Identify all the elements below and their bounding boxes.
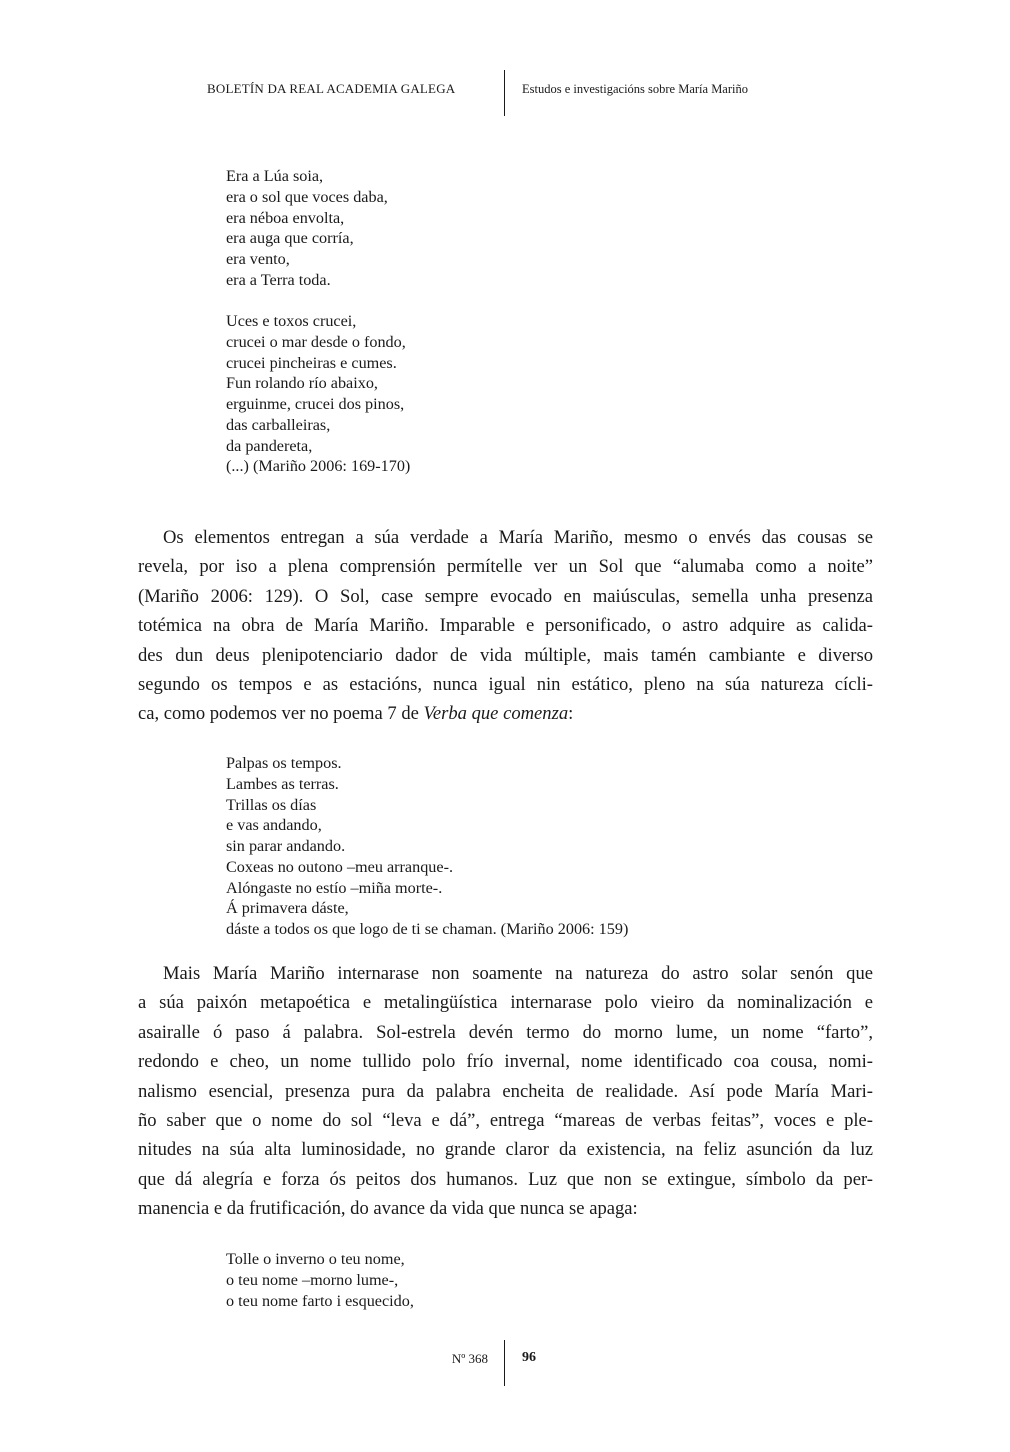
- paragraph-line: Mais María Mariño internarase non soamente na natureza do astro solar senón que: [163, 963, 873, 984]
- body-paragraph-1: [138, 523, 873, 729]
- header-divider: [504, 70, 505, 116]
- poem-line: das carballeiras,: [226, 415, 331, 434]
- issue-number: Nº 368: [451, 1351, 488, 1366]
- poem-line: e vas andando,: [226, 816, 322, 835]
- paragraph-line: (Mariño 2006: 129). O Sol, case sempre evocado en maiúsculas, semella unha presenza: [138, 585, 873, 607]
- poem-line: Alóngaste no estío –miña morte-.: [226, 878, 443, 897]
- paragraph-line: nalismo esencial, presenza pura da palabra encheita de realidade. Así pode María Mari-: [138, 1080, 873, 1102]
- poem-line: Lambes as terras.: [226, 774, 339, 793]
- poem-line: Coxeas no outono –meu arranque-.: [226, 857, 454, 876]
- poem-citation-line: (...) (Mariño 2006: 169-170): [226, 457, 411, 476]
- running-header-section: Estudos e investigacións sobre María Mariño: [522, 82, 748, 96]
- poem-quote-1-stanza-2: [226, 311, 410, 477]
- page-number: 96: [522, 1350, 536, 1365]
- poem-line: era auga que corría,: [226, 229, 354, 248]
- poem-line: era néboa envolta,: [226, 208, 345, 227]
- footer-divider: [504, 1340, 505, 1386]
- poem-line: era a Terra toda.: [226, 270, 331, 289]
- poem-quote-3: [226, 1249, 414, 1311]
- paragraph-line: totémica na obra de María Mariño. Imparable e personificado, o astro adquire as calida-: [138, 615, 873, 637]
- poem-line: era vento,: [226, 250, 290, 268]
- poem-line: o teu nome farto i esquecido,: [226, 1291, 414, 1310]
- paragraph-line: ño saber que o nome do sol “leva e dá”, entrega “mareas de verbas feitas”, voces e ple-: [138, 1109, 873, 1131]
- poem-line: o teu nome –morno lume-,: [226, 1270, 399, 1289]
- running-header-journal: BOLETÍN DA REAL ACADEMIA GALEGA: [207, 81, 456, 96]
- poem-line: Uces e toxos crucei,: [226, 312, 357, 330]
- poem-line: Fun rolando río abaixo,: [226, 374, 378, 393]
- paragraph-line: a súa paixón metapoética e metalingüística internarase polo vieiro da nominalización e: [138, 992, 873, 1014]
- paragraph-line: ca, como podemos ver no poema 7 de Verba que comenza:: [138, 703, 574, 725]
- paragraph-line: manencia e da frutificación, do avance da vida que nunca se apaga:: [138, 1198, 638, 1220]
- poem-quote-2: [226, 753, 628, 940]
- poem-line: Palpas os tempos.: [226, 754, 342, 772]
- paragraph-line: revela, por iso a plena comprensión permítelle ver un Sol que “alumaba como a noite”: [138, 556, 873, 578]
- poem-line: erguinme, crucei dos pinos,: [226, 395, 405, 413]
- body-paragraph-2: [138, 959, 873, 1224]
- poem-line: crucei pincheiras e cumes.: [226, 353, 397, 372]
- poem-line: era o sol que voces daba,: [226, 187, 388, 206]
- poem-quote-1-stanza-1: [226, 166, 388, 291]
- poem-line: Trillas os días: [226, 795, 317, 814]
- paragraph-line: Os elementos entregan a súa verdade a María Mariño, mesmo o envés das cousas se: [163, 527, 873, 548]
- poem-citation-line: dáste a todos os que logo de ti se chaman. (Mariño 2006: 159): [226, 920, 629, 938]
- poem-line: Tolle o inverno o teu nome,: [226, 1250, 405, 1268]
- poem-line: da pandereta,: [226, 436, 313, 455]
- poem-line: Era a Lúa soia,: [226, 167, 324, 185]
- paragraph-line: des dun deus plenipotenciario dador de vida múltiple, mais tamén cambiante e diverso: [138, 644, 873, 666]
- poem-line: crucei o mar desde o fondo,: [226, 332, 406, 351]
- poem-line: sin parar andando.: [226, 837, 346, 855]
- paragraph-line: nitudes na súa alta luminosidade, no grande claror da existencia, na feliz asunción da luz: [138, 1139, 873, 1161]
- paragraph-line: que dá alegría e forza ós peitos dos humanos. Luz que non se extingue, símbolo da per-: [138, 1168, 873, 1190]
- paragraph-line: redondo e cheo, un nome tullido polo frío invernal, nome identificado coa cousa, nomi-: [138, 1051, 873, 1073]
- paragraph-line: asairalle ó paso á palabra. Sol-estrela devén termo do morno lume, un nome “farto”,: [138, 1021, 873, 1043]
- poem-line: Á primavera dáste,: [226, 899, 349, 918]
- paragraph-line: segundo os tempos e as estacións, nunca igual nin estático, pleno na súa natureza cícli-: [138, 673, 873, 695]
- book-title: Verba que comenza: [423, 703, 569, 725]
